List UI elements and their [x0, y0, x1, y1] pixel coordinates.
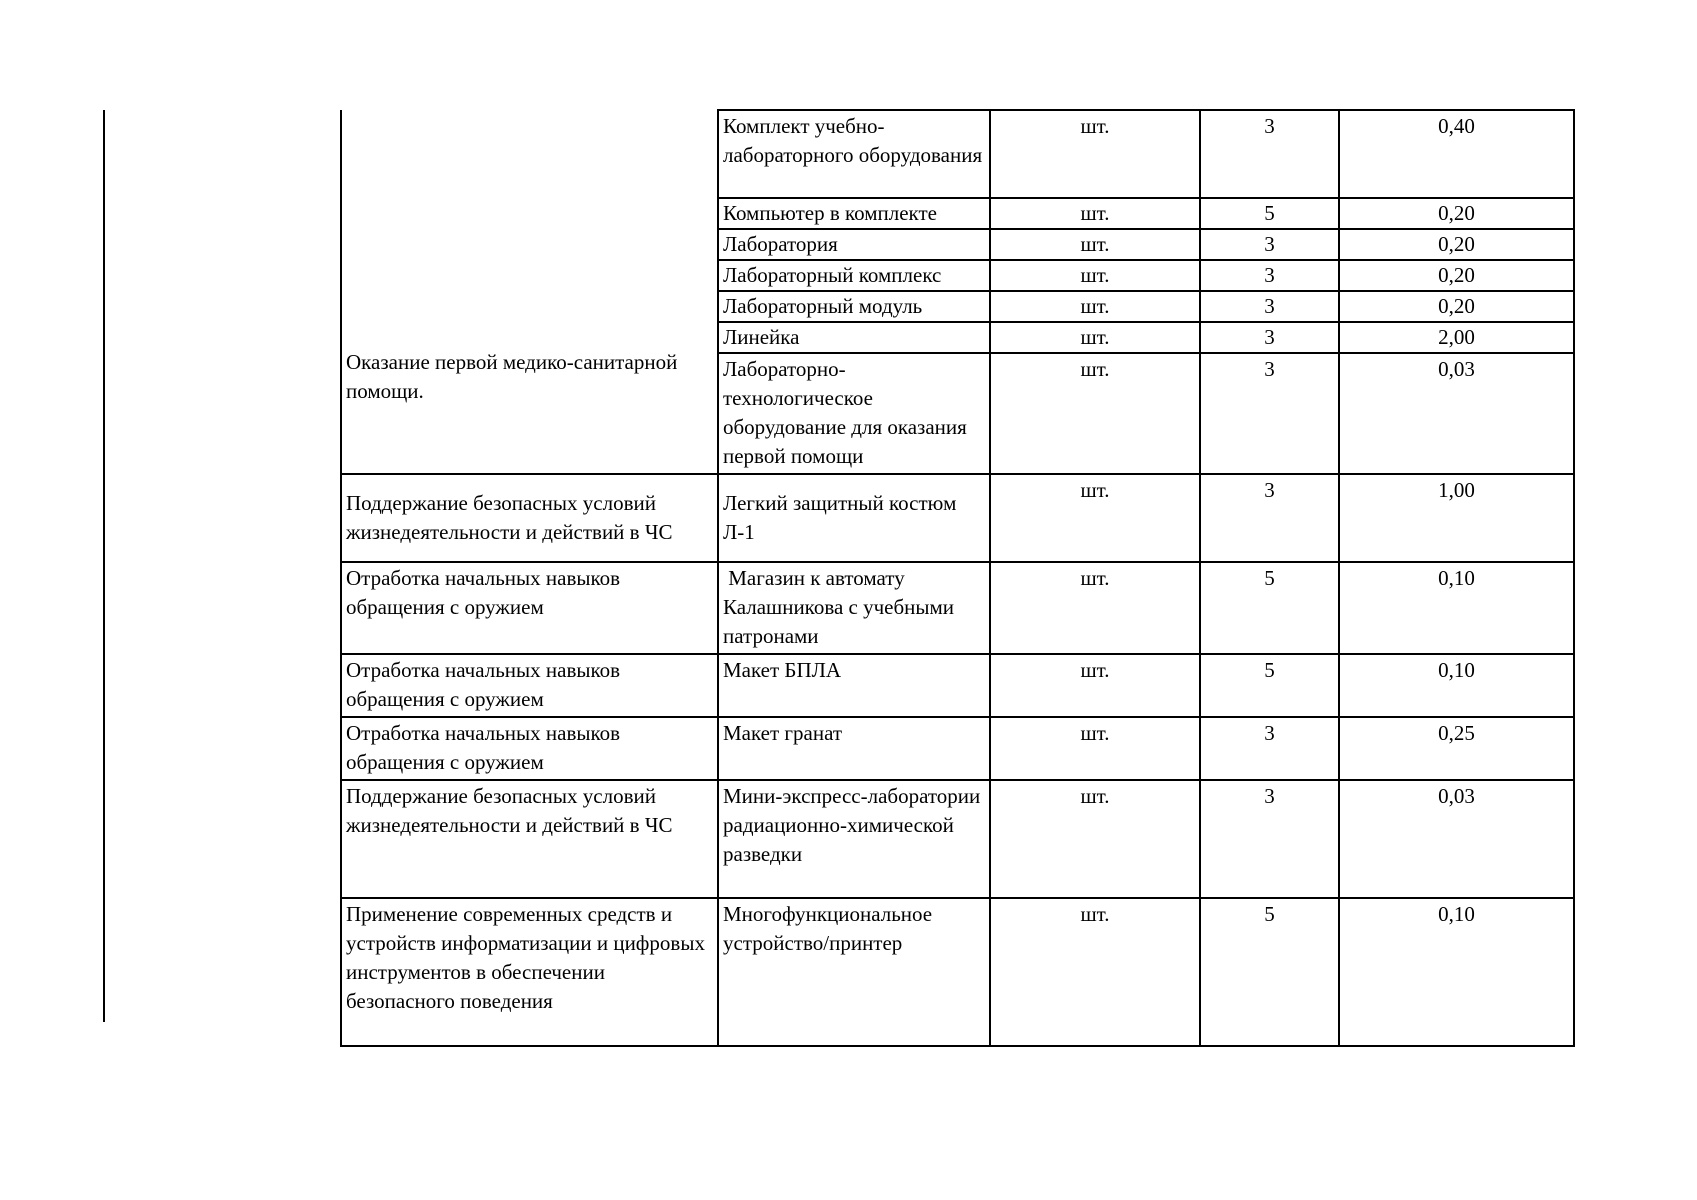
qty-cell: 3	[1200, 110, 1339, 198]
area-cell: Применение современных средств и устройств информатизации и цифровых инструментов в обеспечении безопасного поведения	[341, 898, 718, 1046]
norm-cell: 0,25	[1339, 717, 1574, 780]
norm-cell: 0,20	[1339, 260, 1574, 291]
qty-cell: 5	[1200, 198, 1339, 229]
item-cell: Лаборатория	[718, 229, 990, 260]
unit-cell: шт.	[990, 291, 1200, 322]
qty-cell: 5	[1200, 562, 1339, 654]
unit-cell: шт.	[990, 110, 1200, 198]
item-cell: Многофункциональное устройство/принтер	[718, 898, 990, 1046]
norm-cell: 0,20	[1339, 291, 1574, 322]
item-cell: Линейка	[718, 322, 990, 353]
area-cell: Отработка начальных навыков обращения с оружием	[341, 717, 718, 780]
unit-cell: шт.	[990, 780, 1200, 898]
norm-cell: 0,10	[1339, 562, 1574, 654]
qty-cell: 3	[1200, 322, 1339, 353]
item-cell: Комплект учебно-лабораторного оборудования	[718, 110, 990, 198]
item-cell: Мини-экспресс-лаборатории радиационно-химической разведки	[718, 780, 990, 898]
qty-cell: 3	[1200, 780, 1339, 898]
area-cell	[341, 110, 718, 474]
item-cell: Компьютер в комплекте	[718, 198, 990, 229]
unit-cell: шт.	[990, 353, 1200, 474]
qty-cell: 5	[1200, 654, 1339, 717]
table-row	[341, 562, 1574, 654]
item-cell: Лабораторный модуль	[718, 291, 990, 322]
unit-cell: шт.	[990, 198, 1200, 229]
item-cell: Легкий защитный костюм Л-1	[718, 474, 990, 562]
norm-cell: 2,00	[1339, 322, 1574, 353]
qty-cell: 5	[1200, 898, 1339, 1046]
unit-cell: шт.	[990, 322, 1200, 353]
unit-cell: шт.	[990, 260, 1200, 291]
area-cell: Поддержание безопасных условий жизнедеятельности и действий в ЧС	[341, 780, 718, 898]
unit-cell: шт.	[990, 717, 1200, 780]
table-row	[341, 780, 1574, 898]
qty-cell: 3	[1200, 291, 1339, 322]
table-row	[341, 110, 1574, 198]
norm-cell: 0,20	[1339, 198, 1574, 229]
area-text: Оказание первой медико-санитарной помощи.	[346, 350, 678, 403]
item-cell: Макет гранат	[718, 717, 990, 780]
norm-cell: 0,10	[1339, 654, 1574, 717]
unit-cell: шт.	[990, 229, 1200, 260]
page-left-rule	[103, 110, 105, 1022]
table-row	[341, 898, 1574, 1046]
qty-cell: 3	[1200, 260, 1339, 291]
norm-cell: 1,00	[1339, 474, 1574, 562]
unit-cell: шт.	[990, 474, 1200, 562]
norm-cell: 0,03	[1339, 780, 1574, 898]
unit-cell: шт.	[990, 562, 1200, 654]
qty-cell: 3	[1200, 717, 1339, 780]
table-row	[341, 474, 1574, 562]
unit-cell: шт.	[990, 654, 1200, 717]
table-row	[341, 654, 1574, 717]
qty-cell: 3	[1200, 474, 1339, 562]
item-cell: Лабораторно-технологическое оборудование для оказания первой помощи	[718, 353, 990, 474]
item-cell: Магазин к автомату Калашникова с учебными патронами	[718, 562, 990, 654]
equipment-table	[340, 109, 1575, 1047]
table-row	[341, 717, 1574, 780]
qty-cell: 3	[1200, 229, 1339, 260]
norm-cell: 0,40	[1339, 110, 1574, 198]
norm-cell: 0,10	[1339, 898, 1574, 1046]
area-cell: Отработка начальных навыков обращения с оружием	[341, 654, 718, 717]
area-cell: Поддержание безопасных условий жизнедеятельности и действий в ЧС	[341, 474, 718, 562]
item-cell: Лабораторный комплекс	[718, 260, 990, 291]
unit-cell: шт.	[990, 898, 1200, 1046]
item-cell: Макет БПЛА	[718, 654, 990, 717]
norm-cell: 0,03	[1339, 353, 1574, 474]
qty-cell: 3	[1200, 353, 1339, 474]
norm-cell: 0,20	[1339, 229, 1574, 260]
area-cell: Отработка начальных навыков обращения с оружием	[341, 562, 718, 654]
